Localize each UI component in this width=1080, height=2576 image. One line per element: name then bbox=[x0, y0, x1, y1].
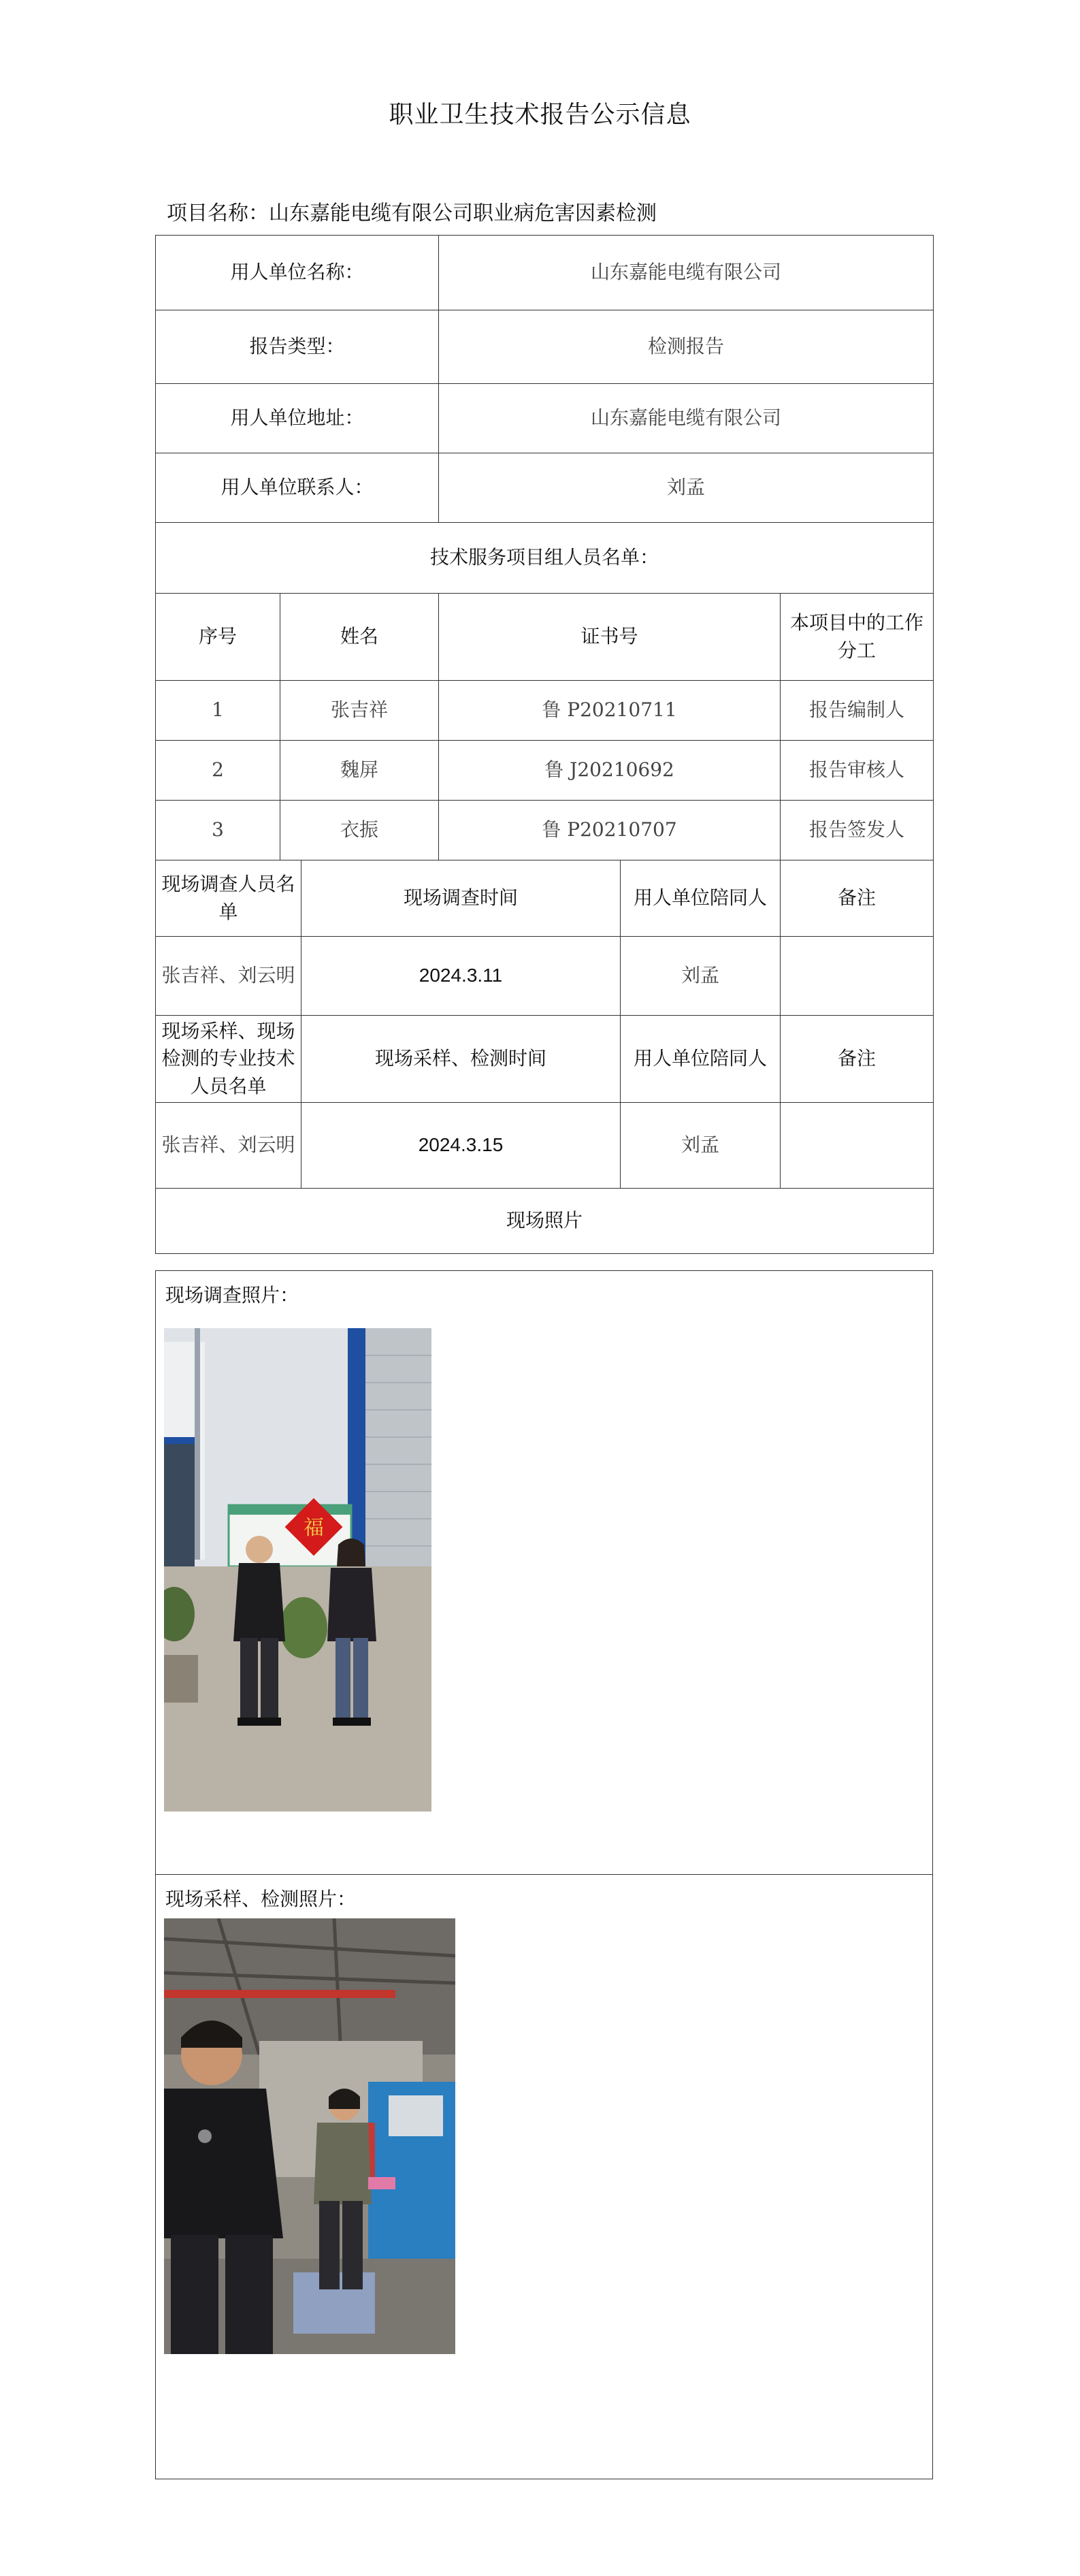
info-row bbox=[156, 236, 934, 310]
team-name: 衣振 bbox=[280, 801, 439, 860]
survey-col-time: 现场调查时间 bbox=[301, 860, 621, 937]
info-label: 用人单位联系人： bbox=[156, 453, 439, 523]
sampling-staff: 张吉祥、刘云明 bbox=[156, 1103, 301, 1189]
sampling-col-time: 现场采样、检测时间 bbox=[301, 1016, 621, 1103]
table-row bbox=[156, 681, 934, 741]
sampling-col-staff: 现场采样、现场检测的专业技术人员名单 bbox=[156, 1016, 301, 1103]
team-role: 报告编制人 bbox=[781, 681, 934, 741]
table-row bbox=[156, 741, 934, 801]
team-header-row bbox=[156, 594, 934, 681]
survey-escort: 刘孟 bbox=[621, 937, 781, 1016]
info-value: 山东嘉能电缆有限公司 bbox=[439, 236, 934, 310]
sampling-col-note: 备注 bbox=[781, 1016, 934, 1103]
table-row bbox=[156, 801, 934, 860]
survey-col-escort: 用人单位陪同人 bbox=[621, 860, 781, 937]
survey-row bbox=[156, 937, 934, 1016]
survey-note bbox=[781, 937, 934, 1016]
project-name bbox=[167, 196, 657, 226]
team-no: 3 bbox=[156, 801, 280, 860]
sampling-escort: 刘孟 bbox=[621, 1103, 781, 1189]
photos-heading: 现场照片 bbox=[156, 1189, 934, 1254]
info-row bbox=[156, 453, 934, 523]
team-cert: 鲁 P20210711 bbox=[439, 681, 781, 741]
team-name: 张吉祥 bbox=[280, 681, 439, 741]
project-label: 项目名称： bbox=[167, 202, 269, 225]
team-no: 1 bbox=[156, 681, 280, 741]
survey-col-staff: 现场调查人员名单 bbox=[156, 860, 301, 937]
sampling-note bbox=[781, 1103, 934, 1189]
info-value: 检测报告 bbox=[439, 310, 934, 384]
team-name: 魏屏 bbox=[280, 741, 439, 801]
survey-time: 2024.3.11 bbox=[301, 937, 621, 1016]
col-header-name: 姓名 bbox=[280, 594, 439, 681]
team-cert: 鲁 P20210707 bbox=[439, 801, 781, 860]
team-role: 报告审核人 bbox=[781, 741, 934, 801]
page-title: 职业卫生技术报告公示信息 bbox=[389, 101, 691, 129]
survey-col-note: 备注 bbox=[781, 860, 934, 937]
survey-photo-section bbox=[155, 1270, 933, 1875]
survey-header-row bbox=[156, 860, 934, 937]
info-value: 山东嘉能电缆有限公司 bbox=[439, 384, 934, 453]
project-value: 山东嘉能电缆有限公司职业病危害因素检测 bbox=[269, 202, 657, 225]
col-header-no: 序号 bbox=[156, 594, 280, 681]
sampling-time: 2024.3.15 bbox=[301, 1103, 621, 1189]
col-header-cert: 证书号 bbox=[439, 594, 781, 681]
report-info-table bbox=[155, 235, 934, 1254]
sampling-header-row bbox=[156, 1016, 934, 1103]
team-cert: 鲁 J20210692 bbox=[439, 741, 781, 801]
info-label: 报告类型： bbox=[156, 310, 439, 384]
sampling-photo-section bbox=[155, 1874, 933, 2479]
info-row bbox=[156, 384, 934, 453]
team-role: 报告签发人 bbox=[781, 801, 934, 860]
team-no: 2 bbox=[156, 741, 280, 801]
sampling-photo bbox=[164, 1918, 455, 2354]
info-value: 刘孟 bbox=[439, 453, 934, 523]
survey-photo bbox=[164, 1328, 431, 1812]
sampling-photo-label: 现场采样、检测照片： bbox=[165, 1888, 357, 1910]
survey-photo-label: 现场调查照片： bbox=[165, 1284, 299, 1306]
info-label: 用人单位名称： bbox=[156, 236, 439, 310]
info-row bbox=[156, 310, 934, 384]
poster-text: 福 bbox=[304, 1516, 324, 1540]
sampling-col-escort: 用人单位陪同人 bbox=[621, 1016, 781, 1103]
team-heading: 技术服务项目组人员名单： bbox=[156, 523, 934, 594]
col-header-role: 本项目中的工作分工 bbox=[781, 594, 934, 681]
info-label: 用人单位地址： bbox=[156, 384, 439, 453]
sampling-row bbox=[156, 1103, 934, 1189]
survey-staff: 张吉祥、刘云明 bbox=[156, 937, 301, 1016]
